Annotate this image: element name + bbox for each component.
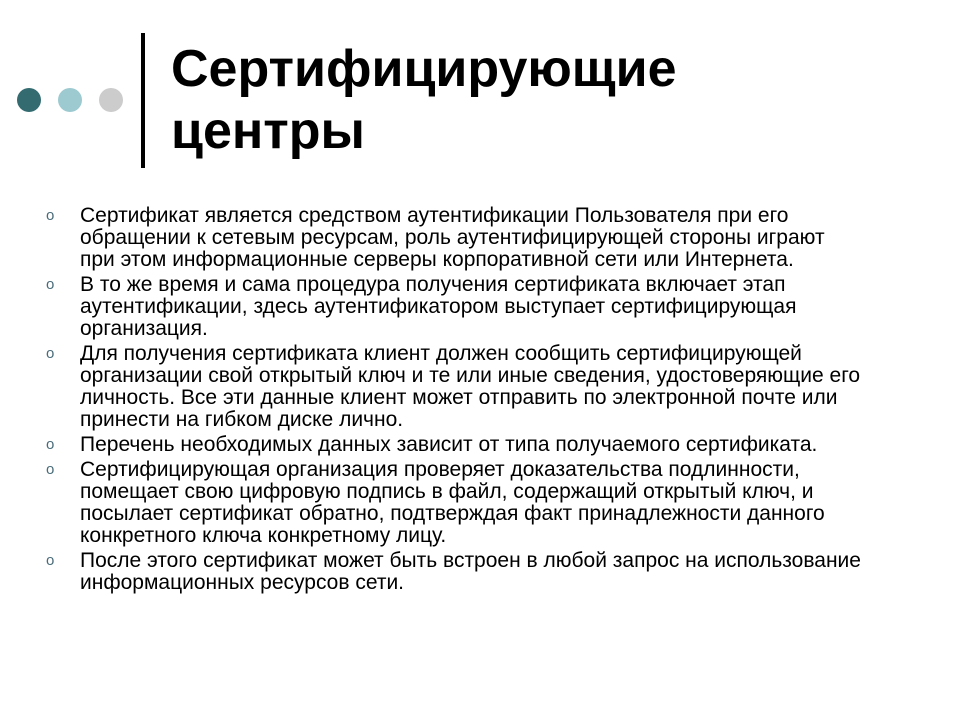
bullet-item <box>46 205 936 271</box>
bullet-text: Для получения сертификата клиент должен сообщить сертифицирующей организации свой открытый ключ и те или иные сведения, удостоверяющие его личность. Все эти данные клиент может отправить по электронной почте или принести на гибком диске лично. <box>80 342 861 431</box>
title-divider <box>141 33 145 168</box>
bullet-circle-icon: o <box>46 436 55 453</box>
bullet-list <box>46 205 936 597</box>
bullet-item <box>46 550 936 594</box>
bullet-text: Сертифицирующая организация проверяет доказательства подлинности, помещает свою цифровую подпись в файл, содержащий открытый ключ, и посылает сертификат обратно, подтверждая факт принадлежности данного конкретного ключа конкретному лицу. <box>80 458 825 547</box>
bullet-circle-icon: o <box>46 207 55 224</box>
bullet-item <box>46 274 936 340</box>
bullet-item <box>46 459 936 547</box>
dot-light-teal <box>58 88 82 112</box>
dot-light-gray <box>99 88 123 112</box>
bullet-text: В то же время и сама процедура получения сертификата включает этап аутентификации, здесь аутентификатором выступает сертифицирующая организация. <box>80 273 797 340</box>
decorative-dots <box>17 88 140 112</box>
bullet-text: Перечень необходимых данных зависит от типа получаемого сертификата. <box>80 433 818 456</box>
bullet-item <box>46 434 936 456</box>
bullet-circle-icon: o <box>46 345 55 362</box>
bullet-circle-icon: o <box>46 276 55 293</box>
bullet-circle-icon: o <box>46 552 55 569</box>
slide-title-line-1: Сертифицирующие <box>171 40 677 98</box>
slide-title-line-2: центры <box>171 102 365 160</box>
slide-title <box>171 38 871 162</box>
dot-dark-teal <box>17 88 41 112</box>
bullet-text: Сертификат является средством аутентификации Пользователя при его обращении к сетевым ресурсам, роль аутентифицирующей стороны играют при этом информационные серверы корпоративной сети или Интернета. <box>80 204 825 271</box>
bullet-item <box>46 343 936 431</box>
bullet-circle-icon: o <box>46 461 55 478</box>
bullet-text: После этого сертификат может быть встроен в любой запрос на использование информационных ресурсов сети. <box>80 549 861 594</box>
